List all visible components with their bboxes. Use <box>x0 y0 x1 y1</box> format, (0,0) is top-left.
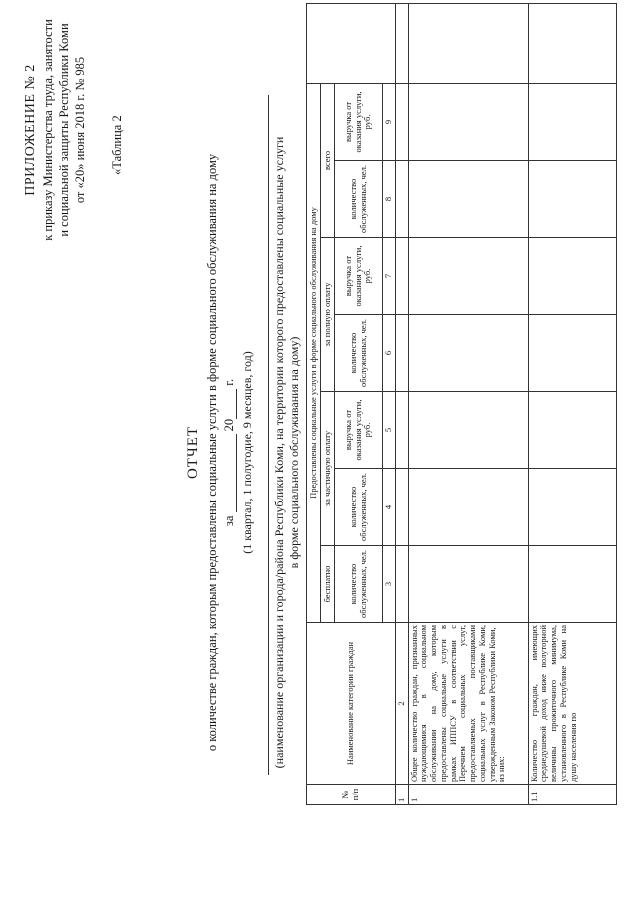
header-blank <box>307 3 396 83</box>
table-row <box>408 3 528 804</box>
col-num-6: 6 <box>383 315 396 392</box>
report-table <box>306 3 617 805</box>
org-name-line <box>268 95 269 775</box>
col-num-7: 7 <box>383 238 396 315</box>
header-category: Наименование категории граждан <box>307 623 396 785</box>
table-number: «Таблица 2 <box>110 115 124 175</box>
row-num-1: 1 <box>408 785 528 805</box>
header-num: № п/п <box>307 785 396 805</box>
order-line-1: к приказу Министерства труда, занятости <box>40 19 55 241</box>
sub-count-total: количество обслуженных, чел. <box>335 161 383 238</box>
group-total: всего <box>321 83 335 237</box>
table-row <box>528 3 616 804</box>
org-hint-1: (наименование организации и города/района Республики Коми, на территории которого предоставлены социальные услуги <box>272 136 286 769</box>
row-num-1-1: 1.1 <box>528 785 616 805</box>
period-hint: (1 квартал, 1 полугодие, 9 месяцев, год) <box>240 351 254 554</box>
row1-category: Общее количество граждан, признанных нуждающимися в социальном обслуживании на дому, которым предоставлены социальные услуги в рамках ИППСУ в соответствии с Перечнем социальных услуг, предоставляемых поставщиками социальных услуг в Республике Коми, утвержденным Законом Республики Коми, из них: <box>408 623 528 785</box>
col-num-8: 8 <box>383 161 396 238</box>
appendix-title: ПРИЛОЖЕНИЕ № 2 <box>23 64 38 196</box>
org-hint-2: в форме социального обслуживания на дому) <box>287 336 301 569</box>
row-num-header: 1 <box>395 785 408 805</box>
group-full: за полную оплату <box>321 238 335 392</box>
sub-revenue-partial: выручка от оказания услуги, руб. <box>335 392 383 469</box>
row2-category: Количество граждан, имеющих среднедушевой доход ниже полуторной величины прожиточного минимума, установленного в Республике Коми на душу населения по <box>528 623 616 785</box>
row1-tail: из них: <box>496 756 507 782</box>
col-num-2: 2 <box>395 623 408 785</box>
sub-revenue-total: выручка от оказания услуги, руб. <box>335 83 383 160</box>
order-date: от «20» июня 2018 г. № 985 <box>72 56 87 204</box>
col-num-9: 9 <box>383 83 396 160</box>
sub-revenue-full: выручка от оказания услуги, руб. <box>335 238 383 315</box>
report-title: ОТЧЕТ <box>185 425 201 480</box>
period-line <box>222 0 237 905</box>
group-free: бесплатно <box>321 546 335 623</box>
sub-count-full: количество обслуженных, чел. <box>335 315 383 392</box>
sub-count-free: количество обслуженных, чел. <box>335 546 383 623</box>
header-services: Предоставлены социальные услуги в форме социального обслуживания на дому <box>307 83 321 622</box>
period-blank <box>224 434 237 512</box>
appendix-header <box>22 15 88 245</box>
period-suffix: г. <box>222 378 236 386</box>
report-subtitle: о количестве граждан, которым предоставлены социальные услуги в форме социального обслуживания на дому <box>205 153 219 752</box>
order-line-2: и социальной защиты Республики Коми <box>56 23 71 237</box>
col-num-4: 4 <box>383 469 396 546</box>
col-num-3: 3 <box>383 546 396 623</box>
group-partial: за частичную оплату <box>321 392 335 546</box>
sub-count-partial: количество обслуженных, чел. <box>335 469 383 546</box>
year-prefix: 20 <box>222 418 236 432</box>
year-blank <box>224 389 237 419</box>
period-prefix: за <box>222 515 236 527</box>
col-num-5: 5 <box>383 392 396 469</box>
